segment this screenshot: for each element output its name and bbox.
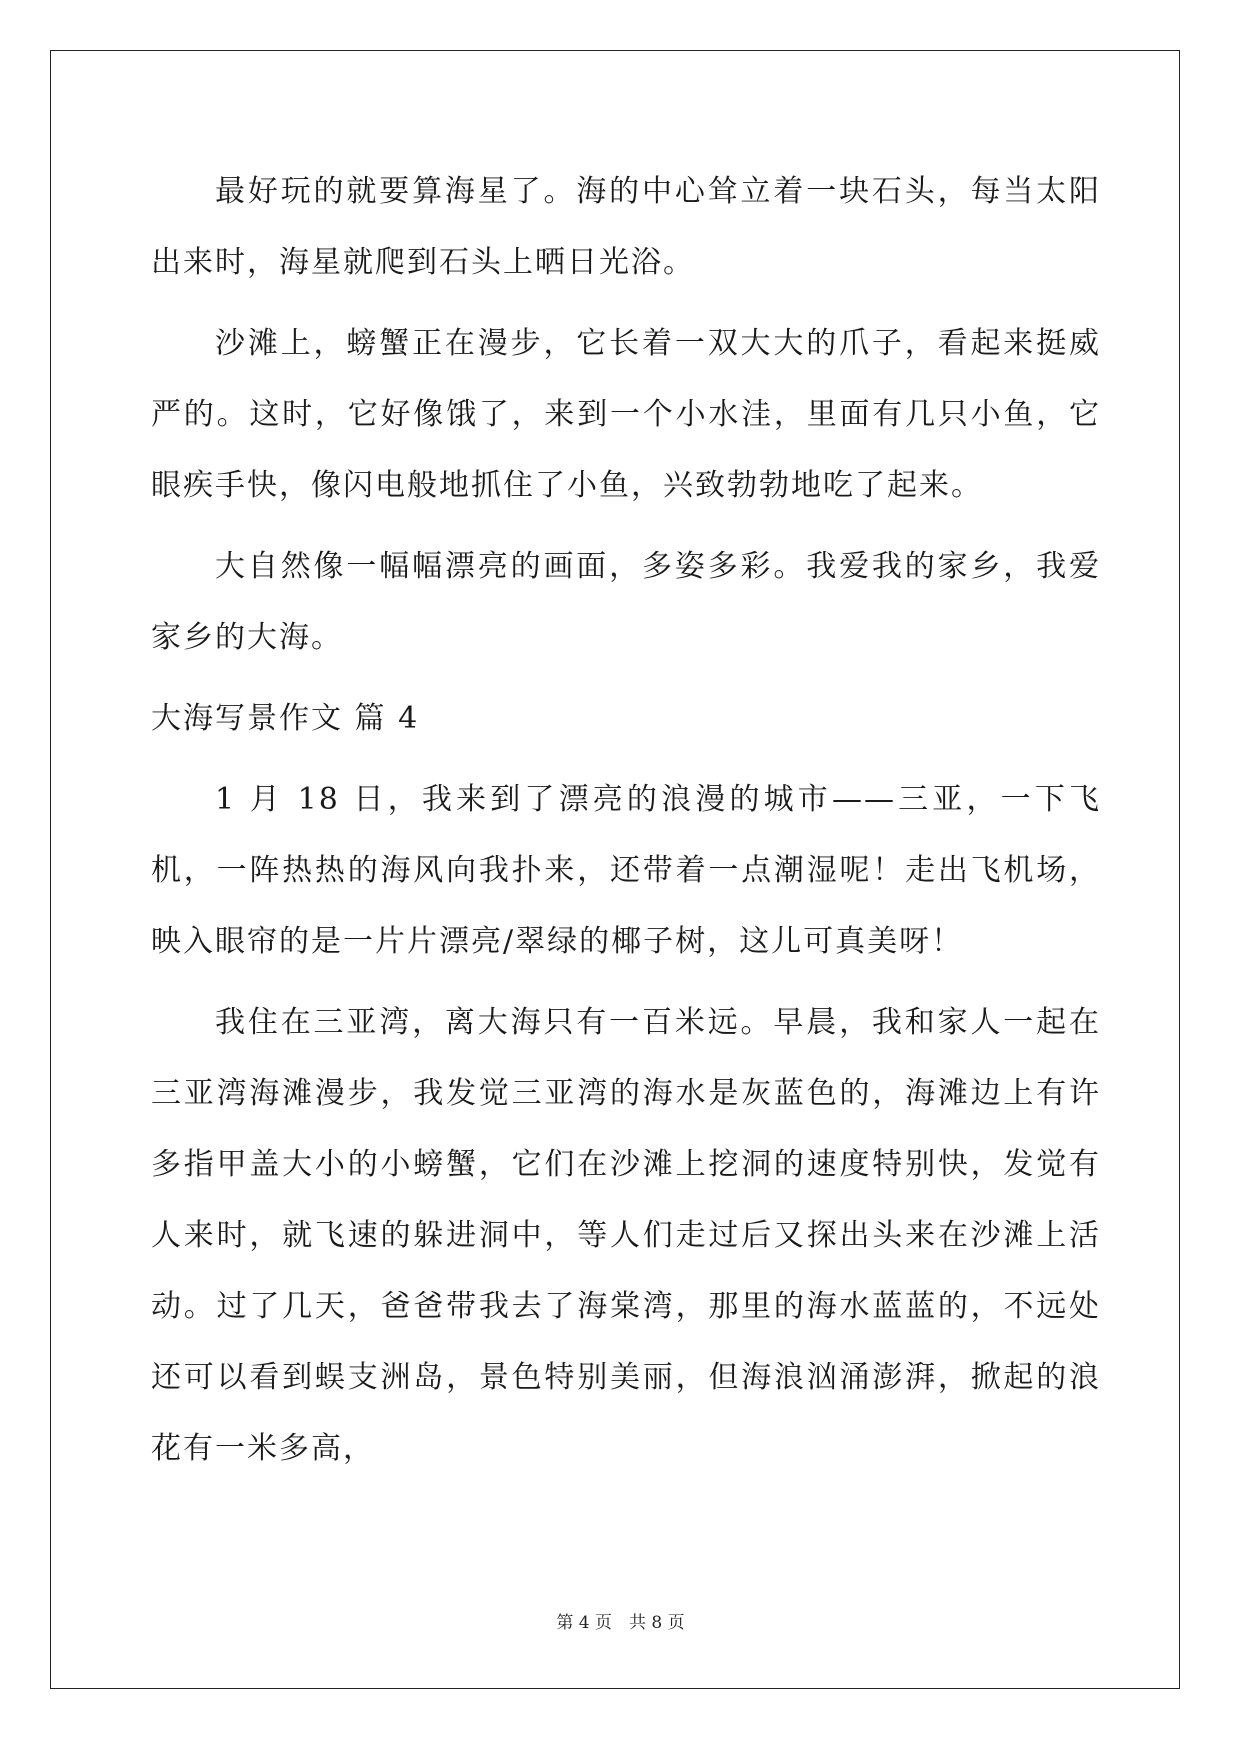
paragraph-5: 我住在三亚湾，离大海只有一百米远。早晨，我和家人一起在三亚湾海滩漫步，我发觉三亚湾的海水是灰蓝色的，海滩边上有许多指甲盖大小的小螃蟹，它们在沙滩上挖洞的速度特别快，发觉有人来时，就飞速的躲进洞中，等人们走过后又探出头来在沙滩上活动。过了几天，爸爸带我去了海棠湾，那里的海水蓝蓝的，不远处还可以看到蜈支洲岛，景色特别美丽，但海浪汹涌澎湃，掀起的浪花有一米多高， bbox=[151, 1005, 1101, 1466]
paragraph-2: 沙滩上，螃蟹正在漫步，它长着一双大大的爪子，看起来挺威严的。这时，它好像饿了，来到一个小水洼，里面有几只小鱼，它眼疾手快，像闪电般地抓住了小鱼，兴致勃勃地吃了起来。 bbox=[151, 326, 1101, 503]
section-heading: 大海写景作文 篇 4 bbox=[151, 701, 420, 736]
paragraph-1: 最好玩的就要算海星了。海的中心耸立着一块石头，每当太阳出来时，海星就爬到石头上晒日光浴。 bbox=[151, 174, 1101, 280]
page-number-footer: 第 4 页 共 8 页 bbox=[556, 1613, 685, 1633]
document-body bbox=[151, 156, 1101, 1494]
paragraph-3: 大自然像一幅幅漂亮的画面，多姿多彩。我爱我的家乡，我爱家乡的大海。 bbox=[151, 549, 1101, 655]
paragraph-4: 1 月 18 日，我来到了漂亮的浪漫的城市——三亚，一下飞机，一阵热热的海风向我扑来，还带着一点潮湿呢！走出飞机场，映入眼帘的是一片片漂亮/翠绿的椰子树，这儿可真美呀！ bbox=[151, 782, 1101, 959]
